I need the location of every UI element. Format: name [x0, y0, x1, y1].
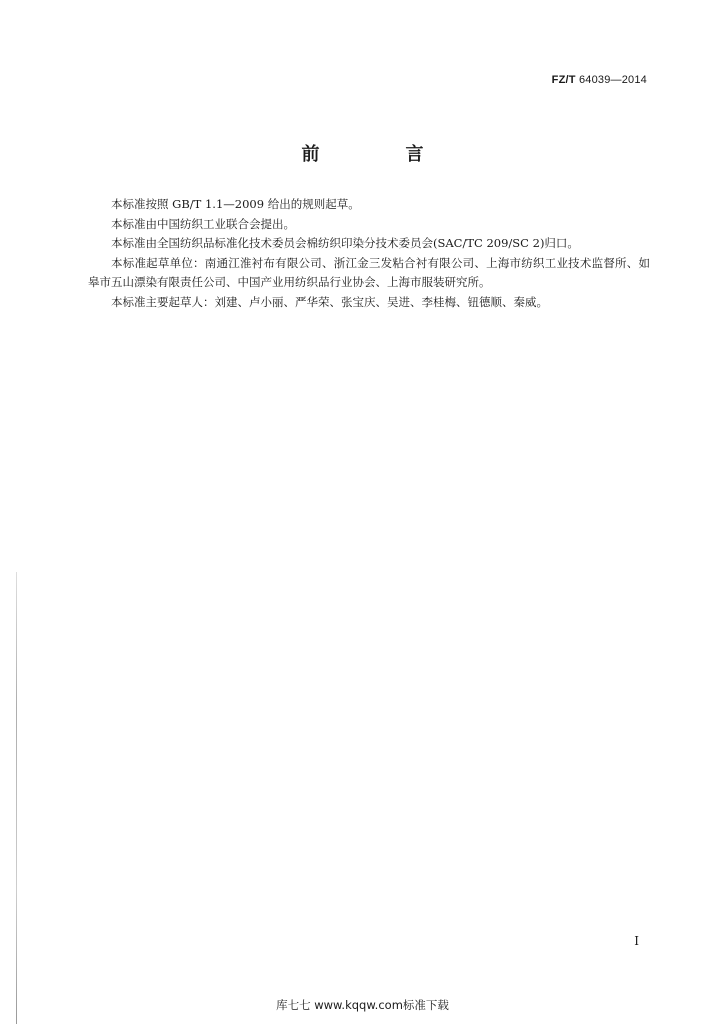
paragraph-drafting-units: 本标准起草单位：南通江淮衬布有限公司、浙江金三发粘合衬有限公司、上海市纺织工业技术监督所、如皋市五山漂染有限责任公司、中国产业用纺织品行业协会、上海市服装研究所。 [88, 255, 650, 289]
scan-edge-line [16, 572, 17, 1024]
paragraph-drafting-rules: 本标准按照 GB/T 1.1—2009 给出的规则起草。 [111, 197, 360, 211]
page-title: 前 言 [301, 144, 458, 165]
foreword-body [88, 195, 650, 312]
paragraph-drafters: 本标准主要起草人：刘建、卢小丽、严华荣、张宝庆、吴进、李桂梅、钮德顺、秦威。 [111, 294, 548, 309]
paragraph-committee: 本标准由全国纺织品标准化技术委员会棉纺织印染分技术委员会(SAC/TC 209/SC 2)归口。 [111, 236, 579, 250]
standard-prefix: FZ/T [551, 74, 576, 86]
page-number: I [634, 934, 639, 948]
standard-number: 64039—2014 [578, 74, 647, 86]
paragraph-proposer: 本标准由中国纺织工业联合会提出。 [111, 216, 295, 231]
standard-code [552, 74, 647, 86]
footer-watermark: 库七七 www.kqqw.com标准下载 [276, 998, 449, 1012]
